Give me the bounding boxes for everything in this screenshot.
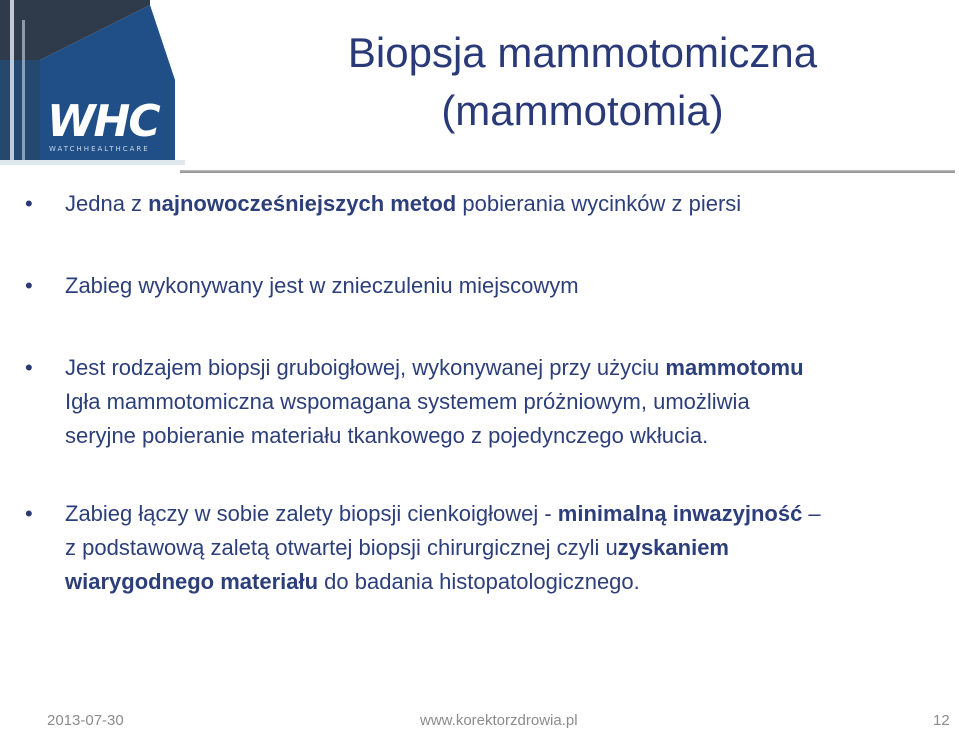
bullet-line — [65, 187, 955, 221]
bullet-text — [65, 269, 955, 303]
text-run: pobierania wycinków z piersi — [456, 191, 742, 216]
bullet-line — [65, 351, 955, 385]
bullet-text — [65, 351, 955, 453]
bullet-line: Zabieg wykonywany jest w znieczuleniu miejscowym — [65, 273, 579, 298]
text-run: z podstawową zaletą otwartej biopsji chirurgicznej czyli u — [65, 535, 618, 560]
slide-title-line-2: (mammotomia) — [441, 87, 724, 134]
whc-logo — [0, 0, 185, 165]
footer-date: 2013-07-30 — [47, 712, 124, 729]
bullet-marker: • — [25, 191, 33, 216]
text-run: Zabieg łączy w sobie zalety biopsji cienkoigłowej - — [65, 501, 558, 526]
bullet-text — [65, 497, 955, 599]
bullet-marker: • — [25, 355, 33, 380]
text-run-bold: mammotomu — [665, 355, 804, 380]
text-run: – — [802, 501, 821, 526]
text-run-bold: wiarygodnego materiału — [65, 569, 319, 594]
bullet-line — [65, 531, 955, 565]
text-run: Jest rodzajem biopsji gruboigłowej, wykonywanej przy użyciu — [65, 355, 666, 380]
logo-wordmark: WHC — [47, 96, 159, 147]
bullet-line — [65, 497, 955, 531]
bullet-line — [65, 565, 955, 599]
text-run-bold: zyskaniem — [617, 535, 729, 560]
logo-tagline: WATCHHEALTHCARE — [49, 145, 150, 153]
bullet-marker: • — [25, 273, 33, 298]
slide-number: 12 — [933, 712, 950, 729]
title-divider — [180, 170, 955, 173]
bullet-line: Igła mammotomiczna wspomagana systemem próżniowym, umożliwia — [65, 389, 750, 414]
text-run-bold: minimalną inwazyjność — [557, 501, 803, 526]
bullet-marker: • — [25, 501, 33, 526]
slide-title-line-1: Biopsja mammotomiczna — [347, 29, 818, 76]
slide-title — [200, 24, 959, 140]
text-run-bold: najnowocześniejszych metod — [148, 191, 457, 216]
bullet-line: seryjne pobieranie materiału tkankowego z pojedynczego wkłucia. — [65, 423, 709, 448]
footer-website: www.korektorzdrowia.pl — [420, 712, 578, 729]
text-run: Jedna z — [65, 191, 149, 216]
text-run: do badania histopatologicznego. — [318, 569, 640, 594]
bullet-text — [65, 187, 955, 221]
